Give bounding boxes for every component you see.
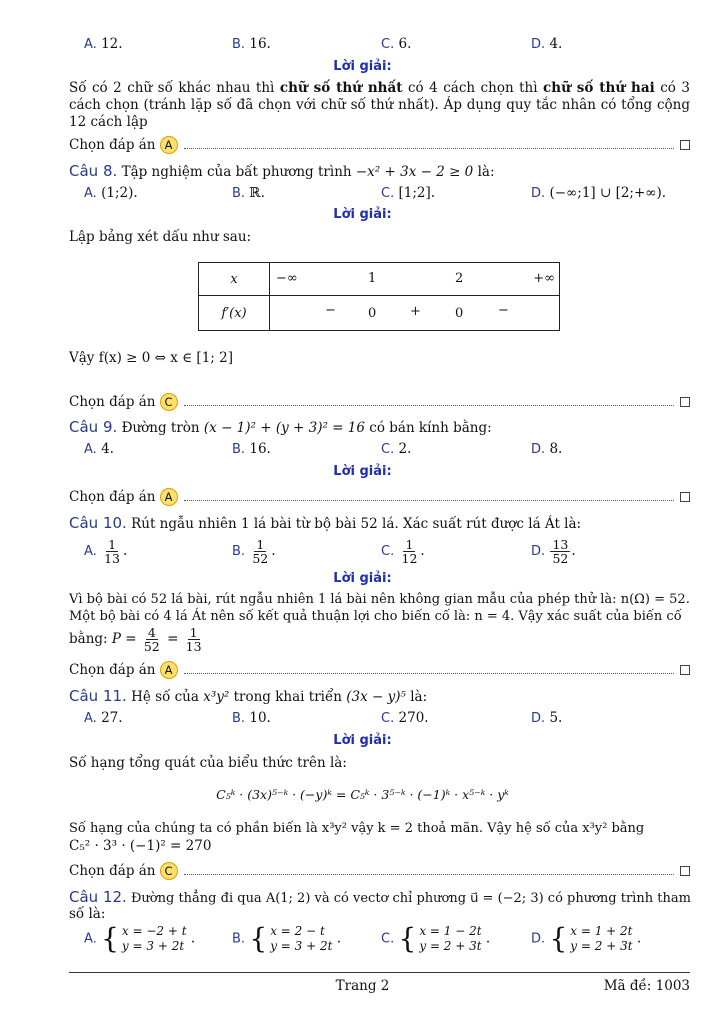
q9-solution-title: Lời giải: — [333, 464, 392, 479]
q7-option-d[interactable]: D. 4. — [531, 36, 563, 52]
q10-answer-badge: A — [160, 661, 178, 679]
q8-option-c[interactable]: C. [1;2]. — [381, 185, 436, 201]
q11-question: Câu 11. Hệ số của x³y² trong khai triển (3x − y)⁵ là: — [69, 687, 428, 705]
q7-option-a[interactable]: A. 12. — [84, 36, 123, 52]
q9-answer-line: Chọn đáp án A — [69, 487, 690, 507]
q10-answer-line: Chọn đáp án A — [69, 660, 690, 680]
q11-option-c[interactable]: C. 270. — [381, 710, 429, 726]
sign-table-x-head: x — [199, 263, 270, 296]
end-box-icon — [680, 140, 690, 150]
sign-table-f-head: f′(x) — [199, 296, 270, 331]
q11-option-b[interactable]: B. 10. — [232, 710, 271, 726]
q12-option-c[interactable]: C. { x = 1 − 2t y = 2 + 3t . — [381, 922, 491, 955]
q10-option-b[interactable]: B. $\frac{1}{52}$ . — [232, 537, 276, 566]
q12-question-line2: số là: — [69, 906, 106, 922]
q9-answer-badge: A — [160, 488, 178, 506]
q9-option-a[interactable]: A. 4. — [84, 441, 114, 457]
q10-solution-line3: bằng: P = $\frac{4}{52}$ = $\frac{1}{13}$ — [69, 625, 202, 654]
dotted-leader — [184, 672, 674, 674]
q8-answer-line: Chọn đáp án C — [69, 392, 690, 412]
q9-options — [84, 441, 690, 461]
q12-option-b[interactable]: B. { x = 2 − t y = 3 + 2t . — [232, 922, 342, 955]
x-value-2: 2 — [455, 271, 464, 286]
q8-option-d[interactable]: D. (−∞;1] ∪ [2;+∞). — [531, 185, 667, 201]
q8-conclusion: Vậy f(x) ≥ 0 ⇔ x ∈ [1; 2] — [69, 350, 233, 366]
q7-solution-text: Số có 2 chữ số khác nhau thì chữ số thứ nhất có 4 cách chọn thì chữ số thứ hai có 3 cách chọn (tránh lặp số đã chọn với chữ số thứ nhất). Áp dụng quy tắc nhân có tổng cộng 12 cách lập — [69, 80, 690, 130]
q11-answer-badge: C — [160, 862, 178, 880]
q7-option-c[interactable]: C. 6. — [381, 36, 412, 52]
q12-option-d[interactable]: D. { x = 1 + 2t y = 2 + 3t . — [531, 922, 642, 955]
q11-formula: C₅ᵏ · (3x)⁵⁻ᵏ · (−y)ᵏ = C₅ᵏ · 3⁵⁻ᵏ · (−1)ᵏ · x⁵⁻ᵏ · yᵏ — [216, 787, 509, 802]
sign-table-x-row — [270, 263, 560, 296]
q10-solution-line1: Vì bộ bài có 52 lá bài, rút ngẫu nhiên 1 lá bài nên không gian mẫu của phép thử là: n(Ω) = 52. — [69, 592, 690, 607]
sign-plus: + — [410, 304, 421, 319]
q11-option-d[interactable]: D. 5. — [531, 710, 563, 726]
end-box-icon — [680, 397, 690, 407]
x-neg-inf: −∞ — [276, 271, 298, 286]
q12-option-a[interactable]: A. { x = −2 + t y = 3 + 2t . — [84, 922, 196, 955]
sign-table-f-row — [270, 296, 560, 331]
footer-exam-code: Mã đề: 1003 — [603, 978, 690, 994]
end-box-icon — [680, 665, 690, 675]
q8-option-b[interactable]: B. ℝ. — [232, 185, 265, 201]
q11-option-a[interactable]: A. 27. — [84, 710, 123, 726]
q8-answer-badge: C — [160, 393, 178, 411]
q11-answer-line: Chọn đáp án C — [69, 861, 690, 881]
q11-options — [84, 710, 690, 730]
q11-solution-title: Lời giải: — [333, 733, 392, 748]
q10-solution-title: Lời giải: — [333, 571, 392, 586]
sign-minus-1: − — [325, 303, 336, 318]
q10-options — [84, 534, 690, 570]
q11-solution-line1: Số hạng của chúng ta có phần biến là x³y² vậy k = 2 thoả mãn. Vậy hệ số của x³y² bằng — [69, 821, 645, 836]
sign-zero-2: 0 — [455, 306, 464, 321]
dotted-leader — [184, 499, 674, 501]
footer-divider — [69, 972, 690, 973]
q7-solution-title: Lời giải: — [333, 59, 392, 74]
q9-question: Câu 9. Đường tròn (x − 1)² + (y + 3)² = 16 có bán kính bằng: — [69, 418, 492, 436]
dotted-leader — [184, 873, 674, 875]
q10-question: Câu 10. Rút ngẫu nhiên 1 lá bài từ bộ bài 52 lá. Xác suất rút được lá Át là: — [69, 514, 582, 532]
q12-question-line1: Câu 12. Đường thẳng đi qua A(1; 2) và có vectơ chỉ phương u⃗ = (−2; 3) có phương trình tham — [69, 888, 691, 906]
q10-option-d[interactable]: D. $\frac{13}{52}$ . — [531, 537, 576, 566]
q8-intro: Lập bảng xét dấu như sau: — [69, 229, 252, 245]
sign-minus-2: − — [498, 303, 509, 318]
dotted-leader — [184, 404, 674, 406]
q9-option-c[interactable]: C. 2. — [381, 441, 412, 457]
q10-option-a[interactable]: A. $\frac{1}{13}$ . — [84, 537, 128, 566]
q12-options — [84, 924, 690, 960]
q11-intro: Số hạng tổng quát của biểu thức trên là: — [69, 755, 347, 771]
dotted-leader — [184, 147, 674, 149]
q7-answer-badge: A — [160, 136, 178, 154]
q8-question: Câu 8. Tập nghiệm của bất phương trình −x² + 3x − 2 ≥ 0 là: — [69, 162, 495, 180]
sign-table — [198, 262, 560, 331]
q7-answer-line: Chọn đáp án A — [69, 135, 690, 155]
footer-page-number: Trang 2 — [335, 978, 390, 994]
end-box-icon — [680, 866, 690, 876]
q8-option-a[interactable]: A. (1;2). — [84, 185, 138, 201]
q8-options — [84, 185, 690, 205]
q10-option-c[interactable]: C. $\frac{1}{12}$ . — [381, 537, 425, 566]
q8-solution-title: Lời giải: — [333, 207, 392, 222]
q9-option-b[interactable]: B. 16. — [232, 441, 271, 457]
x-value-1: 1 — [368, 271, 377, 286]
q7-options — [84, 36, 690, 56]
x-pos-inf: +∞ — [533, 271, 555, 286]
q11-solution-line2: C₅² · 3³ · (−1)² = 270 — [69, 838, 212, 854]
end-box-icon — [680, 492, 690, 502]
q10-solution-line2: Một bộ bài có 4 lá Át nên số kết quả thuận lợi cho biến cố là: n = 4. Vậy xác suất của biến cố — [69, 609, 682, 624]
sign-zero-1: 0 — [368, 306, 377, 321]
q7-option-b[interactable]: B. 16. — [232, 36, 271, 52]
q9-option-d[interactable]: D. 8. — [531, 441, 563, 457]
